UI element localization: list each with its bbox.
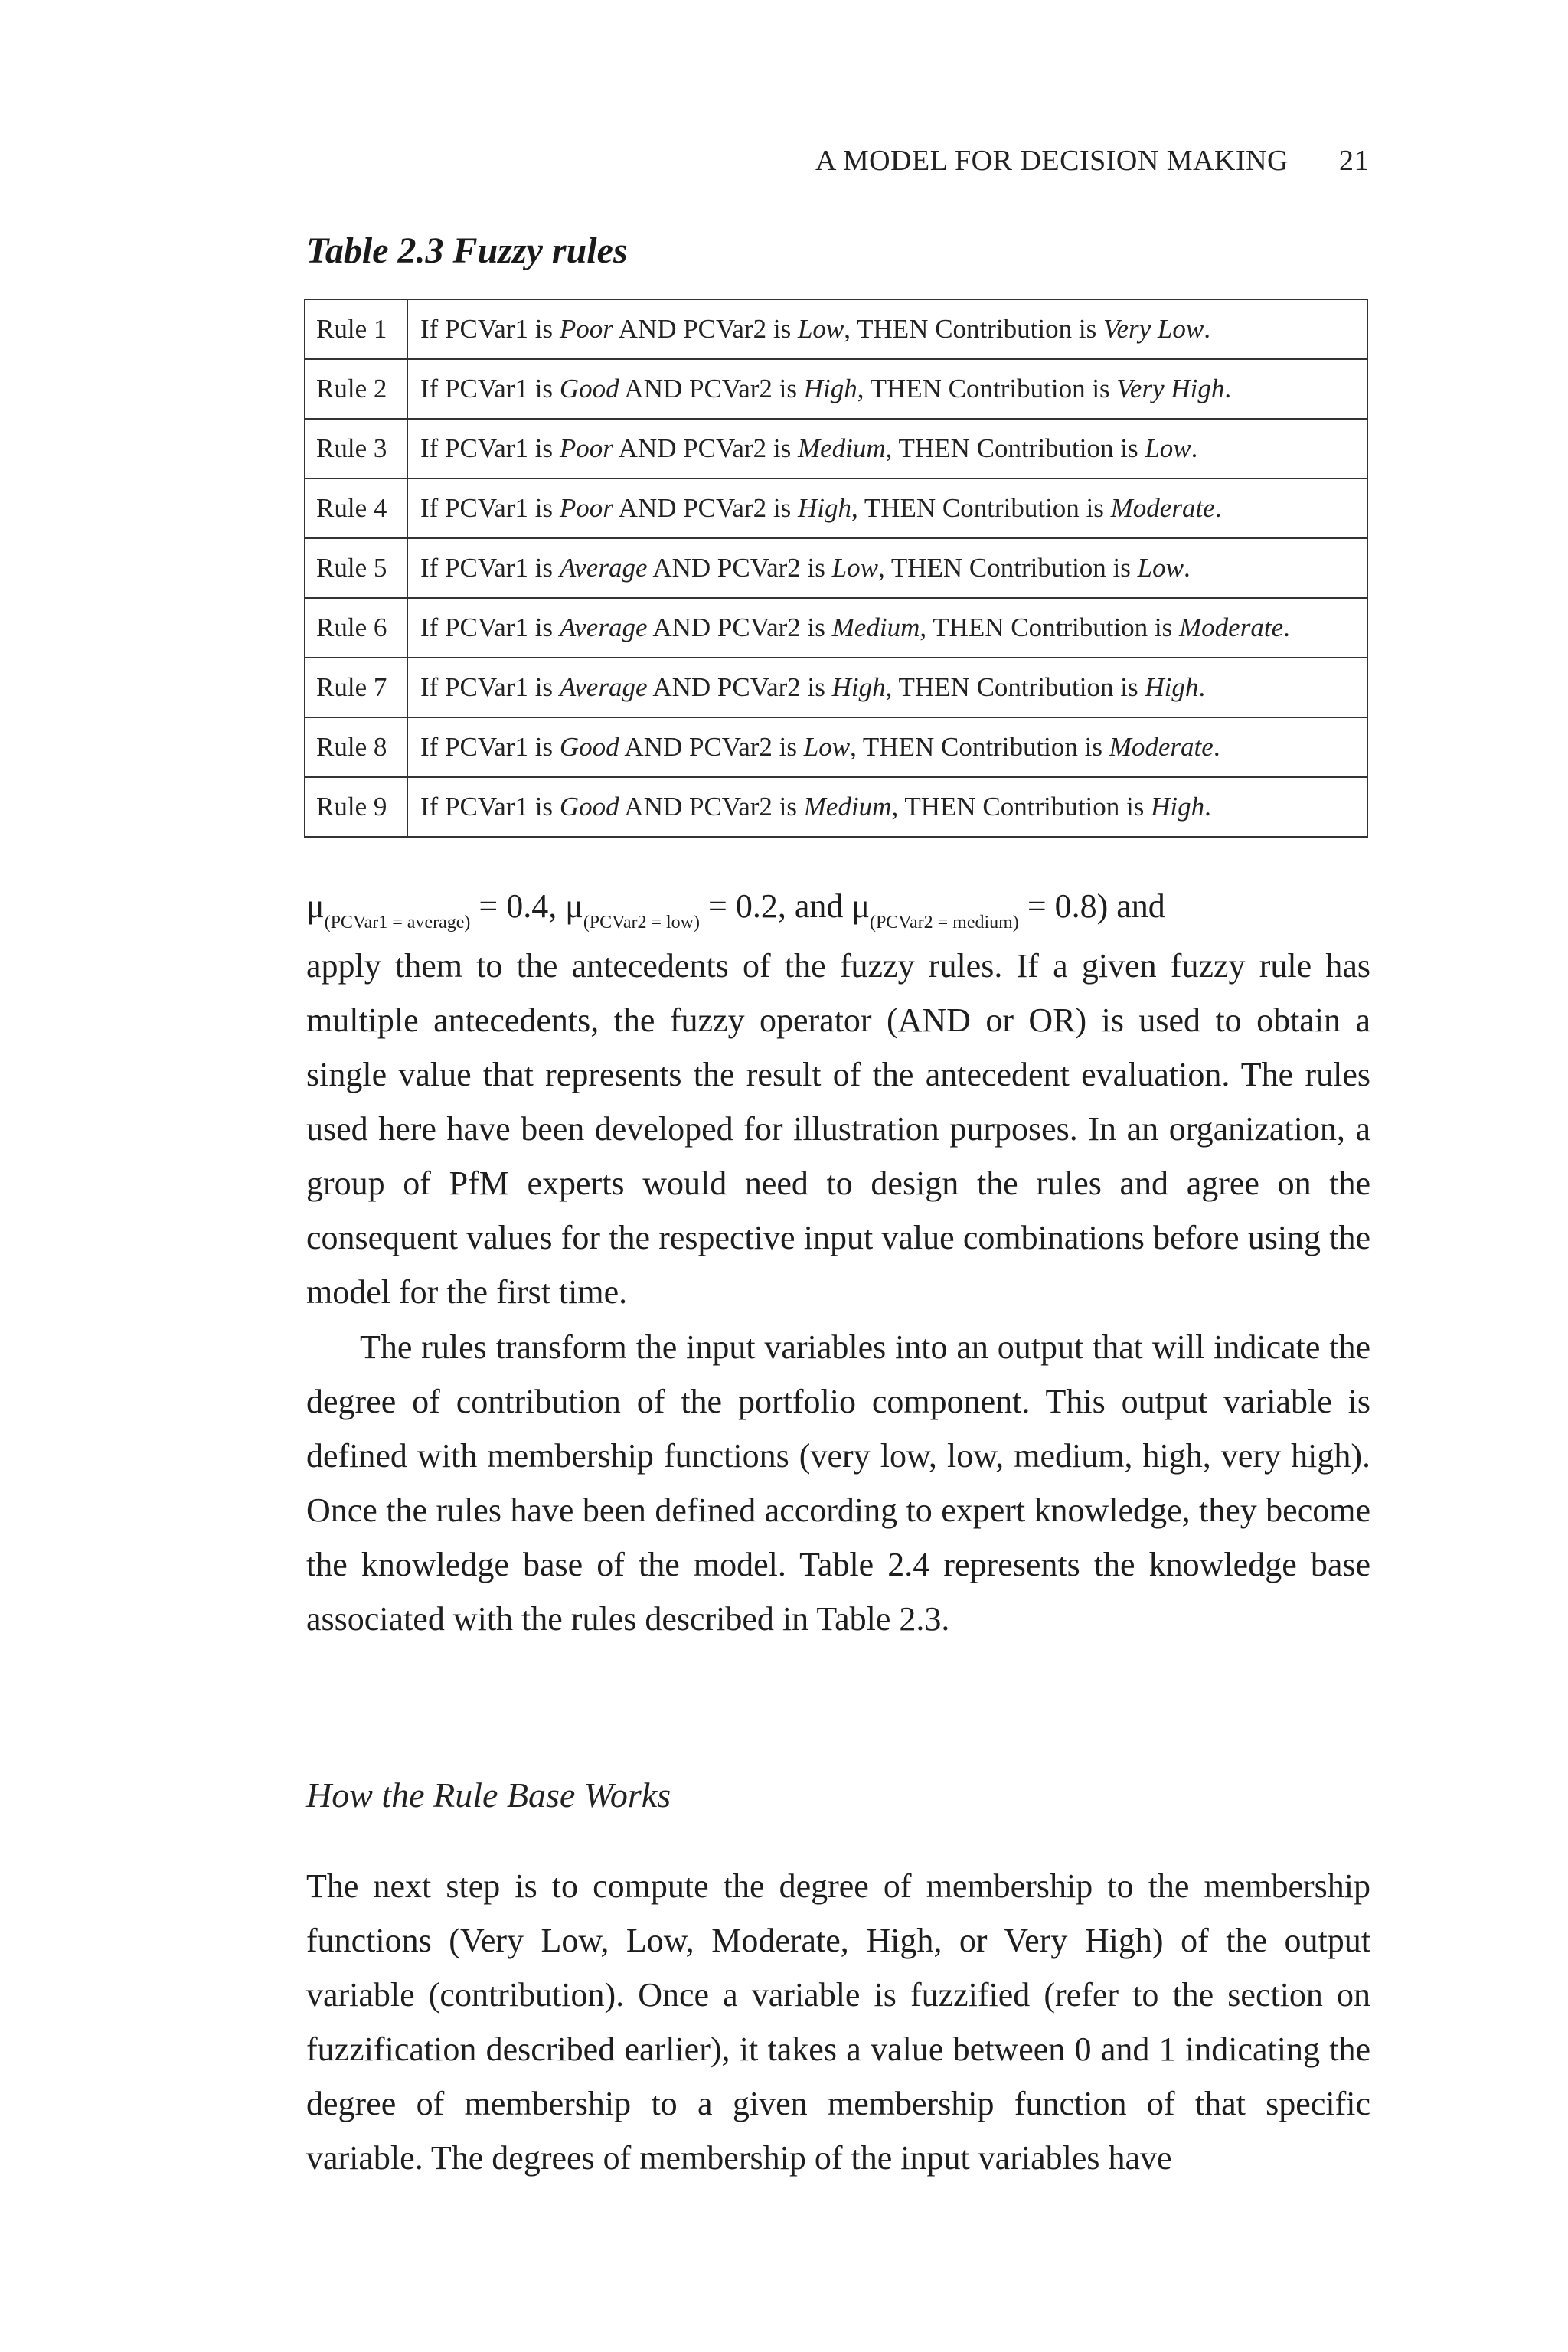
rule-and-text: AND PCVar2 is <box>624 792 797 822</box>
rule-pcvar1-value: Poor <box>559 314 613 344</box>
rule-id-cell: Rule 1 <box>305 299 407 359</box>
rule-end-text: . <box>1204 314 1210 344</box>
rule-text-cell <box>407 359 1367 419</box>
rule-id-cell: Rule 9 <box>305 777 407 837</box>
mu-subscript-2: (PCVar2 = low) <box>583 913 701 933</box>
mu-symbol-3: μ <box>851 887 870 925</box>
rule-end-text: . <box>1283 612 1290 642</box>
page-number: 21 <box>1339 145 1369 177</box>
rule-contribution-value: Moderate <box>1179 612 1284 642</box>
table-row <box>305 658 1367 717</box>
rule-and-text: AND PCVar2 is <box>652 612 825 642</box>
rule-id-cell: Rule 2 <box>305 359 407 419</box>
paragraph-antecedents <box>306 939 1370 1319</box>
running-head <box>306 144 1369 178</box>
rule-end-text: . <box>1213 732 1220 762</box>
rule-pcvar1-value: Poor <box>559 493 613 523</box>
paragraph-text: apply them to the antecedents of the fuzzy rules. If a given fuzzy rule has multiple antecedents, the fuzzy operator (AND or OR) is used to obtain a single value that represents the result of the antecedent evaluation. The rules used here have been developed for illustration purposes. In an organization, a group of PfM experts would need to design the rules and agree on the consequent values for the respective input value combinations before using the model for the first time. <box>306 947 1370 1311</box>
fuzzy-rules-table <box>304 299 1368 838</box>
rule-pcvar2-value: High <box>797 493 851 523</box>
rule-then-text: , THEN Contribution is <box>877 553 1131 583</box>
rule-contribution-value: Low <box>1137 553 1184 583</box>
rule-id-cell: Rule 8 <box>305 717 407 777</box>
rule-if-text: If PCVar1 is <box>420 792 554 822</box>
rule-id-cell: Rule 3 <box>305 419 407 479</box>
paragraph-rule-base <box>306 1859 1370 2185</box>
rule-pcvar1-value: Good <box>559 792 619 822</box>
rule-text-cell <box>407 419 1367 479</box>
rule-and-text: AND PCVar2 is <box>618 493 792 523</box>
rule-and-text: AND PCVar2 is <box>624 732 797 762</box>
rule-then-text: , THEN Contribution is <box>885 433 1138 463</box>
rule-end-text: . <box>1198 672 1206 702</box>
rule-then-text: , THEN Contribution is <box>891 792 1145 822</box>
rule-pcvar1-value: Average <box>559 672 648 702</box>
rule-text-cell <box>407 479 1367 538</box>
rule-and-text: AND PCVar2 is <box>624 374 797 403</box>
rule-and-text: AND PCVar2 is <box>652 553 825 583</box>
paragraph-rules-transform <box>306 1320 1370 1646</box>
rule-id-cell: Rule 5 <box>305 538 407 598</box>
rule-pcvar1-value: Good <box>559 732 619 762</box>
rule-if-text: If PCVar1 is <box>420 732 554 762</box>
table-row <box>305 299 1367 359</box>
mu-symbol-1: μ <box>306 887 325 925</box>
rule-text-cell <box>407 598 1367 658</box>
rule-if-text: If PCVar1 is <box>420 612 554 642</box>
rule-then-text: , THEN Contribution is <box>920 612 1173 642</box>
rule-contribution-value: Moderate <box>1109 732 1214 762</box>
section-heading: How the Rule Base Works <box>306 1775 671 1815</box>
mu-symbol-2: μ <box>565 887 583 925</box>
table-caption: Table 2.3 Fuzzy rules <box>306 230 628 271</box>
table-row <box>305 598 1367 658</box>
mu-value-2: = 0.2, and <box>700 887 852 925</box>
running-title: A MODEL FOR DECISION MAKING <box>815 145 1289 177</box>
rule-contribution-value: Very Low <box>1102 314 1204 344</box>
rule-if-text: If PCVar1 is <box>420 553 554 583</box>
rule-if-text: If PCVar1 is <box>420 314 554 344</box>
rule-pcvar2-value: Medium <box>797 433 886 463</box>
table-row <box>305 538 1367 598</box>
table-row <box>305 479 1367 538</box>
rule-text-cell <box>407 299 1367 359</box>
mu-value-3: = 0.8) and <box>1018 887 1165 925</box>
rule-end-text: . <box>1224 374 1232 403</box>
rule-text-cell <box>407 538 1367 598</box>
rule-contribution-value: Low <box>1145 433 1191 463</box>
rule-then-text: , THEN Contribution is <box>850 732 1102 762</box>
mu-subscript-3: (PCVar2 = medium) <box>869 913 1019 933</box>
rule-text-cell <box>407 717 1367 777</box>
rule-and-text: AND PCVar2 is <box>618 314 792 344</box>
rule-contribution-value: High <box>1151 792 1205 822</box>
rule-if-text: If PCVar1 is <box>420 493 554 523</box>
rule-pcvar2-value: Low <box>797 314 844 344</box>
rule-if-text: If PCVar1 is <box>420 374 554 403</box>
rule-pcvar2-value: High <box>831 672 886 702</box>
rule-then-text: , THEN Contribution is <box>885 672 1138 702</box>
rule-then-text: , THEN Contribution is <box>844 314 1097 344</box>
rule-if-text: If PCVar1 is <box>420 672 554 702</box>
rule-pcvar1-value: Average <box>559 612 648 642</box>
rule-pcvar2-value: Medium <box>831 612 920 642</box>
rule-text-cell <box>407 658 1367 717</box>
rule-contribution-value: Very High <box>1116 374 1225 403</box>
rule-id-cell: Rule 7 <box>305 658 407 717</box>
rule-pcvar2-value: Medium <box>803 792 892 822</box>
paragraph-text: The rules transform the input variables into an output that will indicate the degree of contribution of the portfolio component. This output variable is defined with membership functions (very low, low, medium, high, very high). Once the rules have been defined according to expert knowledge, they become the knowledge base of the model. Table 2.4 represents the knowledge base associated with the rules described in Table 2.3. <box>306 1328 1370 1638</box>
rule-pcvar1-value: Poor <box>559 433 613 463</box>
rule-id-cell: Rule 6 <box>305 598 407 658</box>
rule-contribution-value: High <box>1145 672 1199 702</box>
rule-end-text: . <box>1204 792 1211 822</box>
rule-and-text: AND PCVar2 is <box>652 672 825 702</box>
mu-subscript-1: (PCVar1 = average) <box>324 913 471 933</box>
rule-pcvar2-value: Low <box>831 553 878 583</box>
rule-then-text: , THEN Contribution is <box>851 493 1104 523</box>
rule-and-text: AND PCVar2 is <box>618 433 792 463</box>
table-row <box>305 419 1367 479</box>
mu-value-1: = 0.4, <box>470 887 566 925</box>
rule-pcvar1-value: Good <box>559 374 619 403</box>
rule-then-text: , THEN Contribution is <box>857 374 1110 403</box>
rule-end-text: . <box>1214 493 1222 523</box>
rule-if-text: If PCVar1 is <box>420 433 554 463</box>
rule-pcvar2-value: High <box>803 374 858 403</box>
paragraph-text: The next step is to compute the degree of membership to the membership functions (Very Low, Low, Moderate, High, or Very High) of the output variable (contribution). Once a variable is fuzzified (refer to the section on fuzzification described earlier), it takes a value between 0 and 1 indicating the degree of membership to a given membership function of that specific variable. The degrees of membership of the input variables have <box>306 1867 1370 2177</box>
table-row <box>305 717 1367 777</box>
rule-contribution-value: Moderate <box>1110 493 1215 523</box>
fuzzy-rules-table-body <box>305 299 1367 837</box>
rule-pcvar1-value: Average <box>559 553 648 583</box>
table-row <box>305 359 1367 419</box>
rule-pcvar2-value: Low <box>803 732 851 762</box>
rule-end-text: . <box>1183 553 1191 583</box>
rule-end-text: . <box>1191 433 1198 463</box>
table-row <box>305 777 1367 837</box>
rule-id-cell: Rule 4 <box>305 479 407 538</box>
rule-text-cell <box>407 777 1367 837</box>
